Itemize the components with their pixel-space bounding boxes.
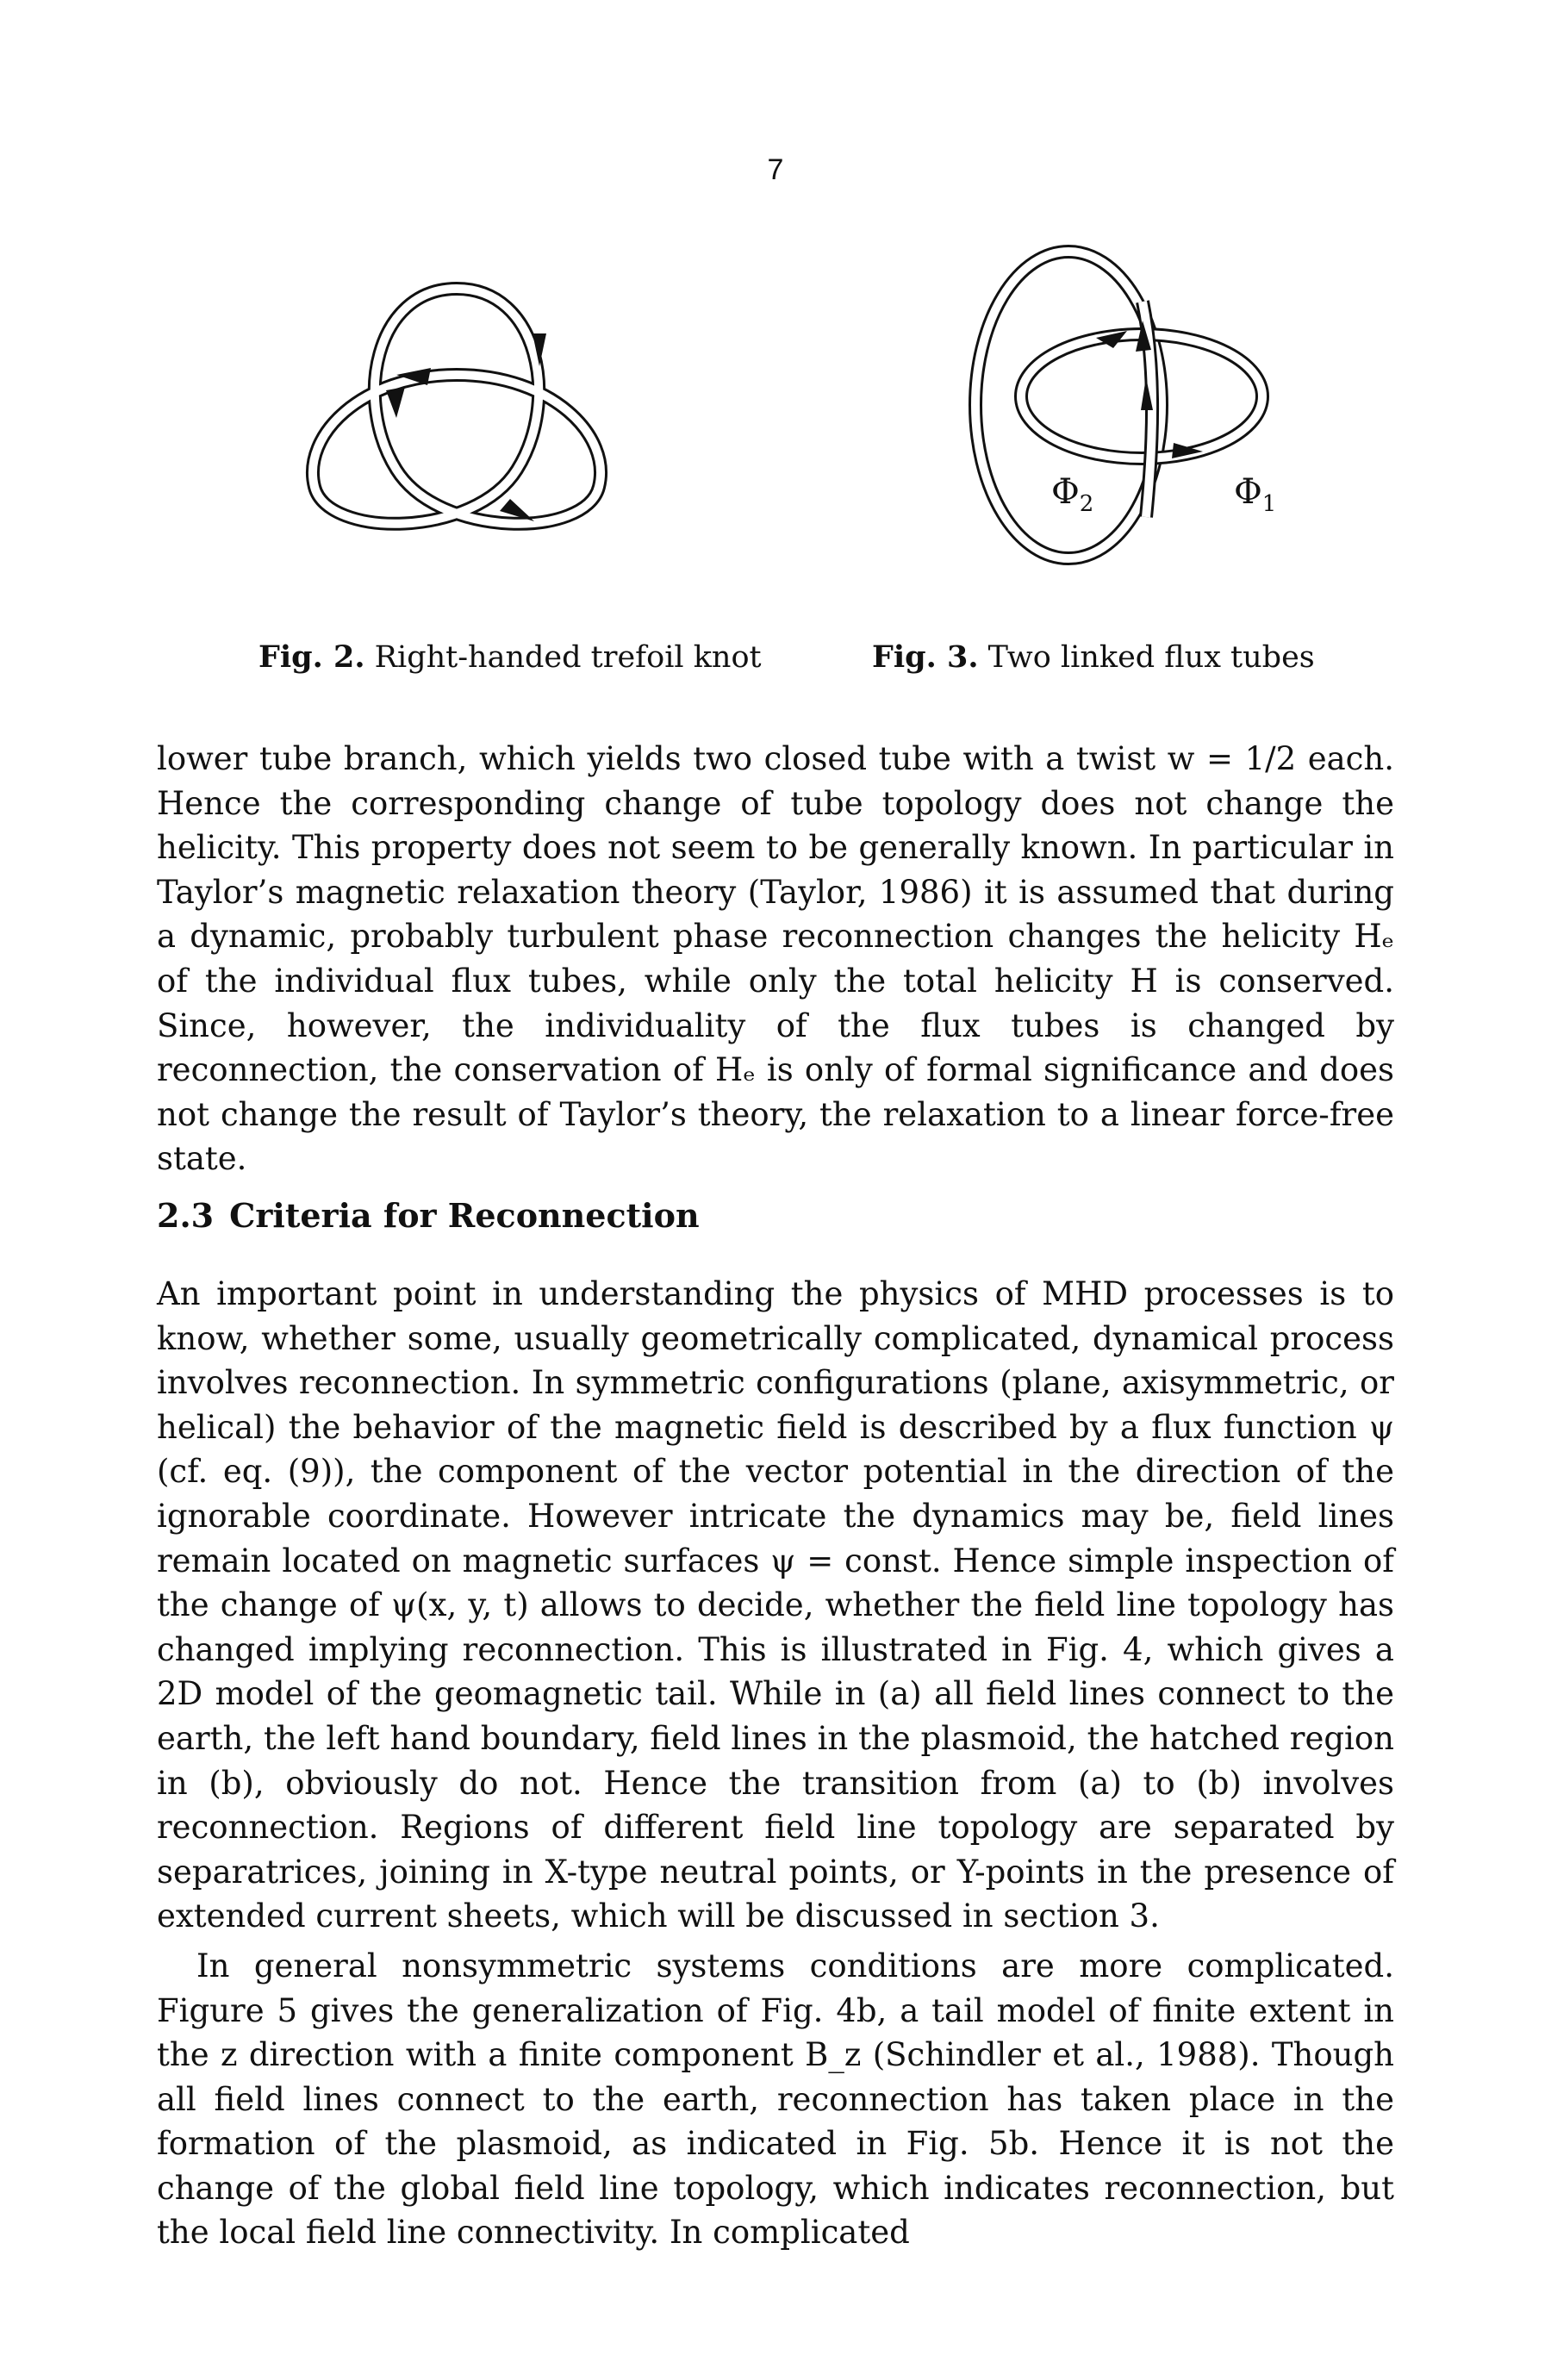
body-text-section [157, 1272, 1394, 2255]
figure-2-caption: Fig. 2. Right-handed trefoil knot [258, 639, 762, 675]
paragraph: An important point in understanding the physics of MHD processes is to know, whether some, usually geometrically complicated, dynamical process involves reconnection. In symmetric configurations (plane, axisymmetric, or helical) the behavior of the magnetic field is described by a flux function ψ (cf. eq. (9)), the component of the vector potential in the direction of the ignorable coordinate. However intricate the dynamics may be, field lines remain located on magnetic surfaces ψ = const. Hence simple inspection of the change of ψ(x, y, t) allows to decide, whether the field line topology has changed implying reconnection. This is illustrated in Fig. 4, which gives a 2D model of the geomagnetic tail. While in (a) all field lines connect to the earth, the left hand boundary, field lines in the plasmoid, the hatched region in (b), obviously do not. Hence the transition from (a) to (b) involves reconnection. Regions of different field line topology are separated by separatrices, joining in X-type neutral points, or Y-points in the presence of extended current sheets, which will be discussed in section 3. [157, 1275, 1394, 1935]
paragraph: lower tube branch, which yields two closed tube with a twist w = 1/2 each. Hence the corresponding change of tube topology does not change the helicity. This property does not seem to be generally known. In particular in Taylor’s magnetic relaxation theory (Taylor, 1986) it is assumed that during a dynamic, probably turbulent phase reconnection changes the helicity Hₑ of the individual flux tubes, while only the total helicity H is conserved. Since, however, the individuality of the flux tubes is changed by reconnection, the conservation of Hₑ is only of formal significance and does not change the result of Taylor’s theory, the relaxation to a linear force-free state. [157, 740, 1394, 1178]
figure-linked-flux-tubes [896, 233, 1310, 595]
figure-trefoil-knot [284, 250, 629, 595]
paragraph: In general nonsymmetric systems conditions are more complicated. Figure 5 gives the generalization of Fig. 4b, a tail model of finite extent in the z direction with a finite component B_z (Schindler et al., 1988). Though all field lines connect to the earth, reconnection has taken place in the formation of the plasmoid, as indicated in Fig. 5b. Hence it is not the change of the global field line topology, which indicates reconnection, but the local field line connectivity. In complicated [157, 1947, 1394, 2252]
figure-3-caption: Fig. 3. Two linked flux tubes [872, 639, 1315, 675]
linked-flux-tubes-diagram [896, 233, 1310, 595]
body-text-top [157, 737, 1394, 1181]
tube-label-phi-2: $\Phi_2$ [1051, 472, 1094, 517]
page-number: 7 [767, 153, 784, 186]
trefoil-knot-diagram [284, 250, 629, 595]
section-heading: 2.3 Criteria for Reconnection [157, 1196, 700, 1235]
arrow-icon [386, 387, 405, 418]
tube-label-phi-1: $\Phi_1$ [1234, 472, 1277, 517]
